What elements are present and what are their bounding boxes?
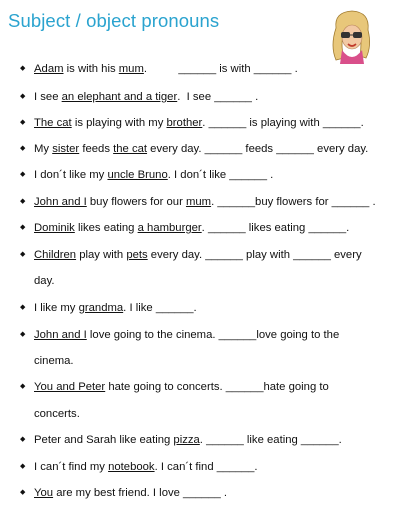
underlined-word: mum (118, 63, 144, 75)
diamond-bullet-icon: ◆ (20, 93, 26, 100)
sentence-text: are my best friend. I love ______ . (53, 487, 228, 499)
exercise-item (20, 193, 376, 211)
sentence-text: every day. ______ play with ______ every (147, 249, 362, 261)
diamond-bullet-icon: ◆ (20, 251, 26, 258)
exercise-item (20, 378, 329, 396)
sentence-text: . ______ is playing with ______. (202, 117, 364, 129)
underlined-word: You and Peter (34, 381, 106, 393)
diamond-bullet-icon: ◆ (20, 145, 26, 152)
sentence-text: day. (34, 275, 55, 287)
underlined-word: The cat (34, 117, 72, 129)
exercise-item (20, 299, 197, 317)
diamond-bullet-icon: ◆ (20, 119, 26, 126)
underlined-word: notebook (108, 461, 155, 473)
sentence-text: is playing with my (71, 117, 167, 129)
exercise-item-continuation (34, 352, 74, 370)
exercise-item (20, 114, 364, 132)
sentence-text: concerts. (34, 408, 80, 420)
underlined-word: Dominik (34, 222, 75, 234)
exercise-item (20, 431, 342, 449)
exercise-item-continuation (34, 272, 55, 290)
diamond-bullet-icon: ◆ (20, 198, 26, 205)
sentence-text: is with his (63, 63, 119, 75)
diamond-bullet-icon: ◆ (20, 489, 26, 496)
underlined-word: grandma (78, 302, 124, 314)
underlined-word: mum (185, 196, 212, 208)
sentence-text: cinema. (34, 355, 74, 367)
exercise-item (20, 326, 339, 344)
exercise-item-continuation (34, 405, 80, 423)
diamond-bullet-icon: ◆ (20, 304, 26, 311)
sentence-text: . I don´t like ______ . (167, 169, 274, 181)
sentence-text: My (34, 143, 53, 155)
exercise-item (20, 484, 227, 502)
diamond-bullet-icon: ◆ (20, 331, 26, 338)
sentence-text: Peter and Sarah like eating (34, 434, 174, 446)
sentence-text: I can´t find my (34, 461, 109, 473)
exercise-item (20, 60, 298, 78)
exercise-item (20, 219, 349, 237)
sentence-text: I see (34, 91, 62, 103)
page-title: Subject / object pronouns (8, 10, 220, 31)
sentence-text: . ______ like eating ______. (199, 434, 342, 446)
exercise-item (20, 246, 362, 264)
diamond-bullet-icon: ◆ (20, 224, 26, 231)
underlined-word: pets (126, 249, 148, 261)
underlined-word: Children (34, 249, 77, 261)
sentence-text: likes eating (74, 222, 138, 234)
sentence-text: play with (76, 249, 127, 261)
underlined-word: John and I (34, 329, 87, 341)
sentence-text: love going to the cinema. ______love going to the (86, 329, 340, 341)
underlined-word: the cat (113, 143, 148, 155)
sentence-text: every day. ______ feeds ______ every day. (147, 143, 369, 155)
underlined-word: You (34, 487, 54, 499)
diamond-bullet-icon: ◆ (20, 171, 26, 178)
underlined-word: an elephant and a tiger (61, 91, 178, 103)
diamond-bullet-icon: ◆ (20, 65, 26, 72)
underlined-word: sister (52, 143, 80, 155)
underlined-word: Adam (34, 63, 64, 75)
sentence-text: . ______ is with ______ . (143, 63, 298, 75)
exercise-item (20, 166, 273, 184)
sentence-text: . ______buy flowers for ______ . (211, 196, 376, 208)
underlined-word: pizza (173, 434, 200, 446)
underlined-word: John and I (34, 196, 87, 208)
exercise-item (20, 140, 368, 158)
diamond-bullet-icon: ◆ (20, 436, 26, 443)
exercise-item (20, 458, 258, 476)
sentence-text: . I can´t find ______. (154, 461, 258, 473)
sentence-text: hate going to concerts. ______hate going to (105, 381, 329, 393)
sentence-text: . ______ likes eating ______. (201, 222, 350, 234)
underlined-word: uncle Bruno (107, 169, 168, 181)
sentence-text: . I like ______. (123, 302, 197, 314)
exercise-item (20, 88, 258, 106)
sentence-text: feeds (79, 143, 114, 155)
diamond-bullet-icon: ◆ (20, 383, 26, 390)
sentence-text: buy flowers for our (86, 196, 186, 208)
underlined-word: a hamburger (137, 222, 202, 234)
sentence-text: I like my (34, 302, 79, 314)
sentence-text: I don´t like my (34, 169, 108, 181)
underlined-word: brother (166, 117, 203, 129)
diamond-bullet-icon: ◆ (20, 463, 26, 470)
sentence-text: . I see ______ . (177, 91, 259, 103)
cartoon-girl-avatar-icon (322, 6, 380, 64)
